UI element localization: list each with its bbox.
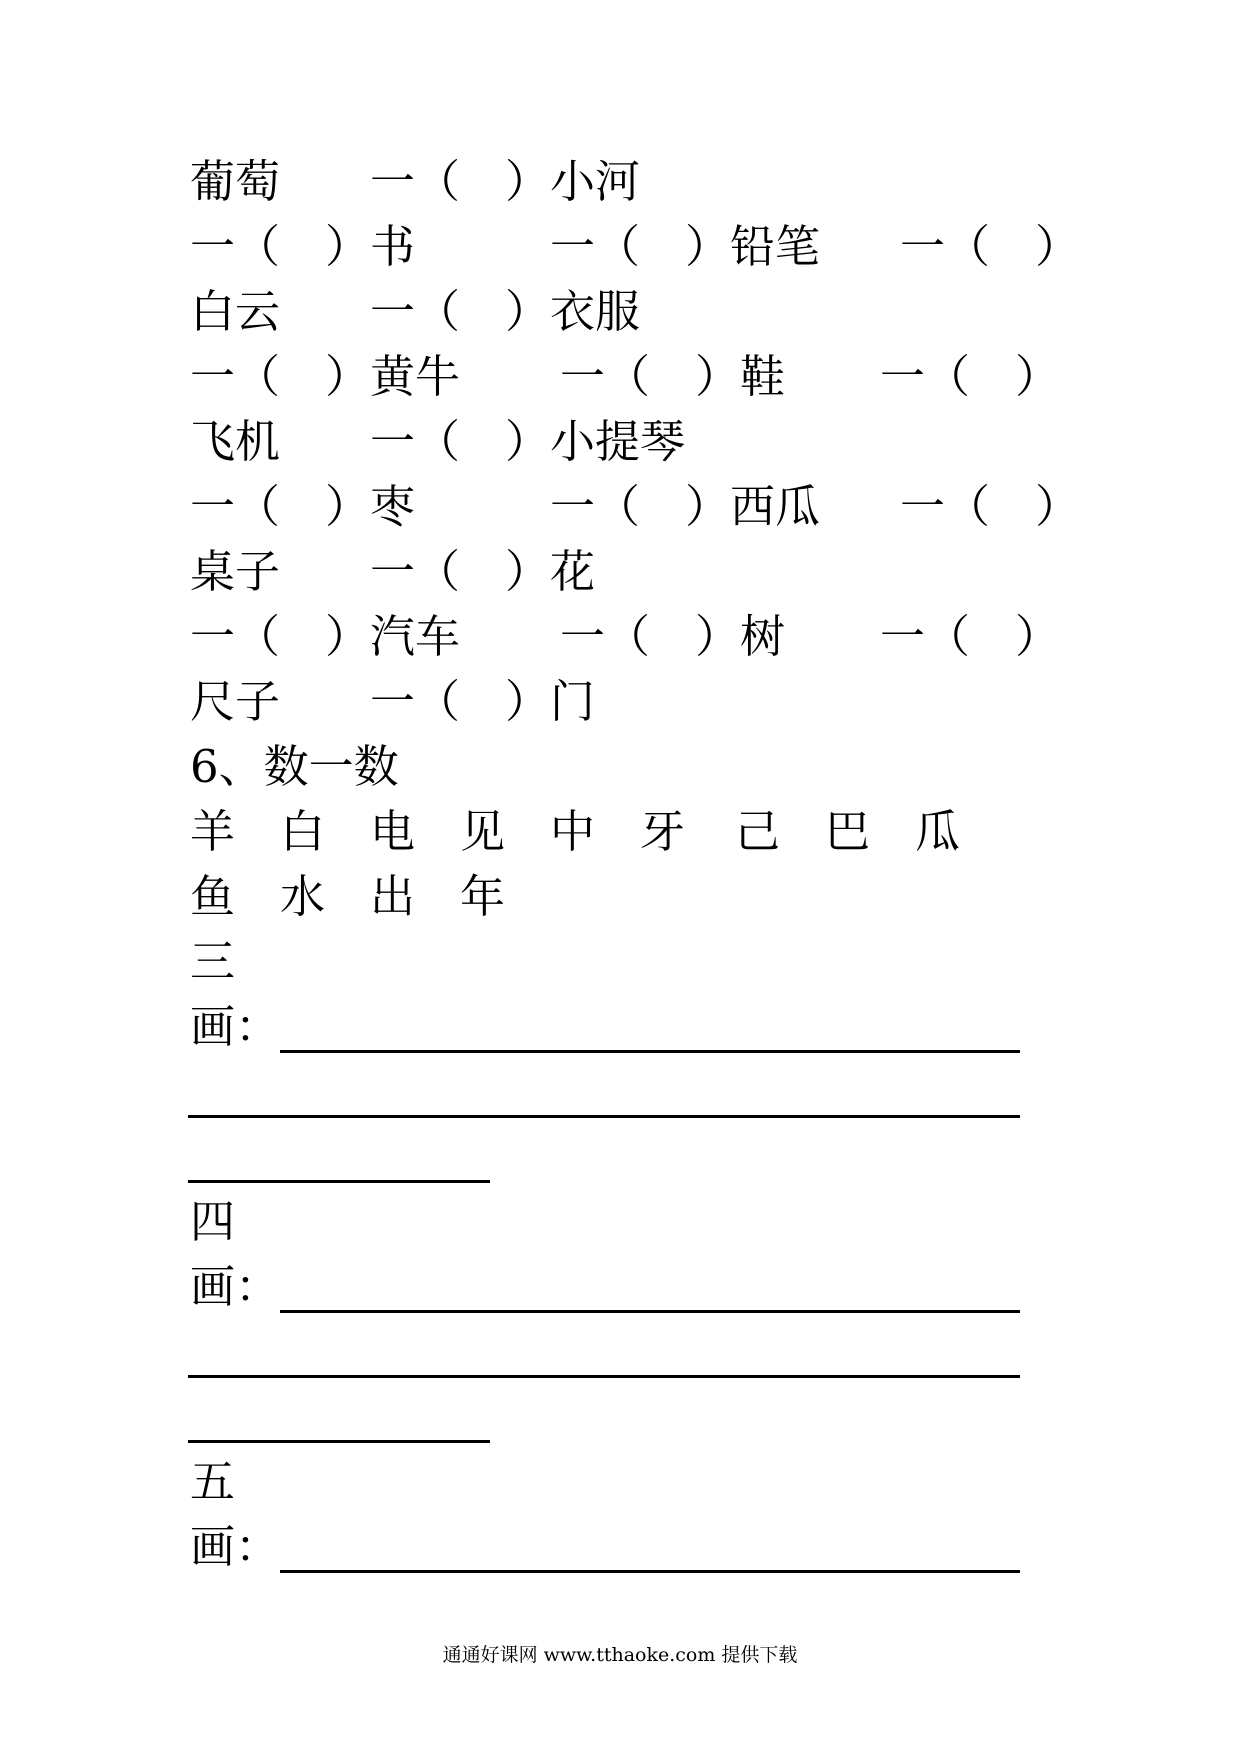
match-blank-item: 一（ ）小河 [370, 155, 641, 208]
match-blank-item: 一（ ） [880, 350, 1061, 403]
char-item: 羊 [190, 805, 236, 858]
char-item: 巴 [825, 805, 871, 858]
match-blank-item: 一（ ）小提琴 [370, 415, 686, 468]
section-6-title: 6、数一数 [190, 740, 399, 793]
match-blank-item: 一（ ）铅笔 [550, 220, 821, 273]
stroke-number-three: 三 [190, 935, 236, 988]
answer-line-four-3[interactable] [188, 1440, 490, 1443]
stroke-number-five: 五 [190, 1455, 236, 1508]
char-item: 年 [460, 870, 506, 923]
answer-line-four-2[interactable] [188, 1375, 1020, 1378]
match-word: 桌子 [190, 545, 281, 598]
match-word: 白云 [190, 285, 281, 338]
match-word: 飞机 [190, 415, 281, 468]
stroke-number-four: 四 [190, 1195, 236, 1248]
char-item: 瓜 [915, 805, 961, 858]
match-blank-item: 一（ ） [880, 610, 1061, 663]
stroke-label-four: 画： [190, 1260, 281, 1313]
match-blank-item: 一（ ）汽车 [190, 610, 461, 663]
match-blank-item: 一（ ）衣服 [370, 285, 641, 338]
match-blank-item: 一（ ） [900, 480, 1081, 533]
char-item: 白 [280, 805, 326, 858]
match-blank-item: 一（ ）西瓜 [550, 480, 821, 533]
match-blank-item: 一（ ） [900, 220, 1081, 273]
answer-line-three-3[interactable] [188, 1180, 490, 1183]
match-blank-item: 一（ ）花 [370, 545, 596, 598]
answer-line-five-1[interactable] [280, 1570, 1020, 1573]
answer-line-four-1[interactable] [280, 1310, 1020, 1313]
char-item: 牙 [640, 805, 686, 858]
stroke-label-three: 画： [190, 1000, 281, 1053]
char-item: 电 [370, 805, 416, 858]
match-blank-item: 一（ ）门 [370, 675, 596, 728]
match-blank-item: 一（ ）枣 [190, 480, 416, 533]
match-blank-item: 一（ ）书 [190, 220, 416, 273]
answer-line-three-2[interactable] [188, 1115, 1020, 1118]
char-item: 水 [280, 870, 326, 923]
char-item: 见 [460, 805, 506, 858]
char-item: 中 [550, 805, 596, 858]
char-item: 己 [735, 805, 781, 858]
stroke-label-five: 画： [190, 1520, 281, 1573]
match-word: 尺子 [190, 675, 281, 728]
char-item: 出 [370, 870, 416, 923]
answer-line-three-1[interactable] [280, 1050, 1020, 1053]
match-blank-item: 一（ ）树 [560, 610, 786, 663]
footer-credit: 通通好课网 www.tthaoke.com 提供下载 [442, 1644, 798, 1666]
char-item: 鱼 [190, 870, 236, 923]
match-blank-item: 一（ ）黄牛 [190, 350, 461, 403]
match-word: 葡萄 [190, 155, 281, 208]
match-blank-item: 一（ ）鞋 [560, 350, 786, 403]
